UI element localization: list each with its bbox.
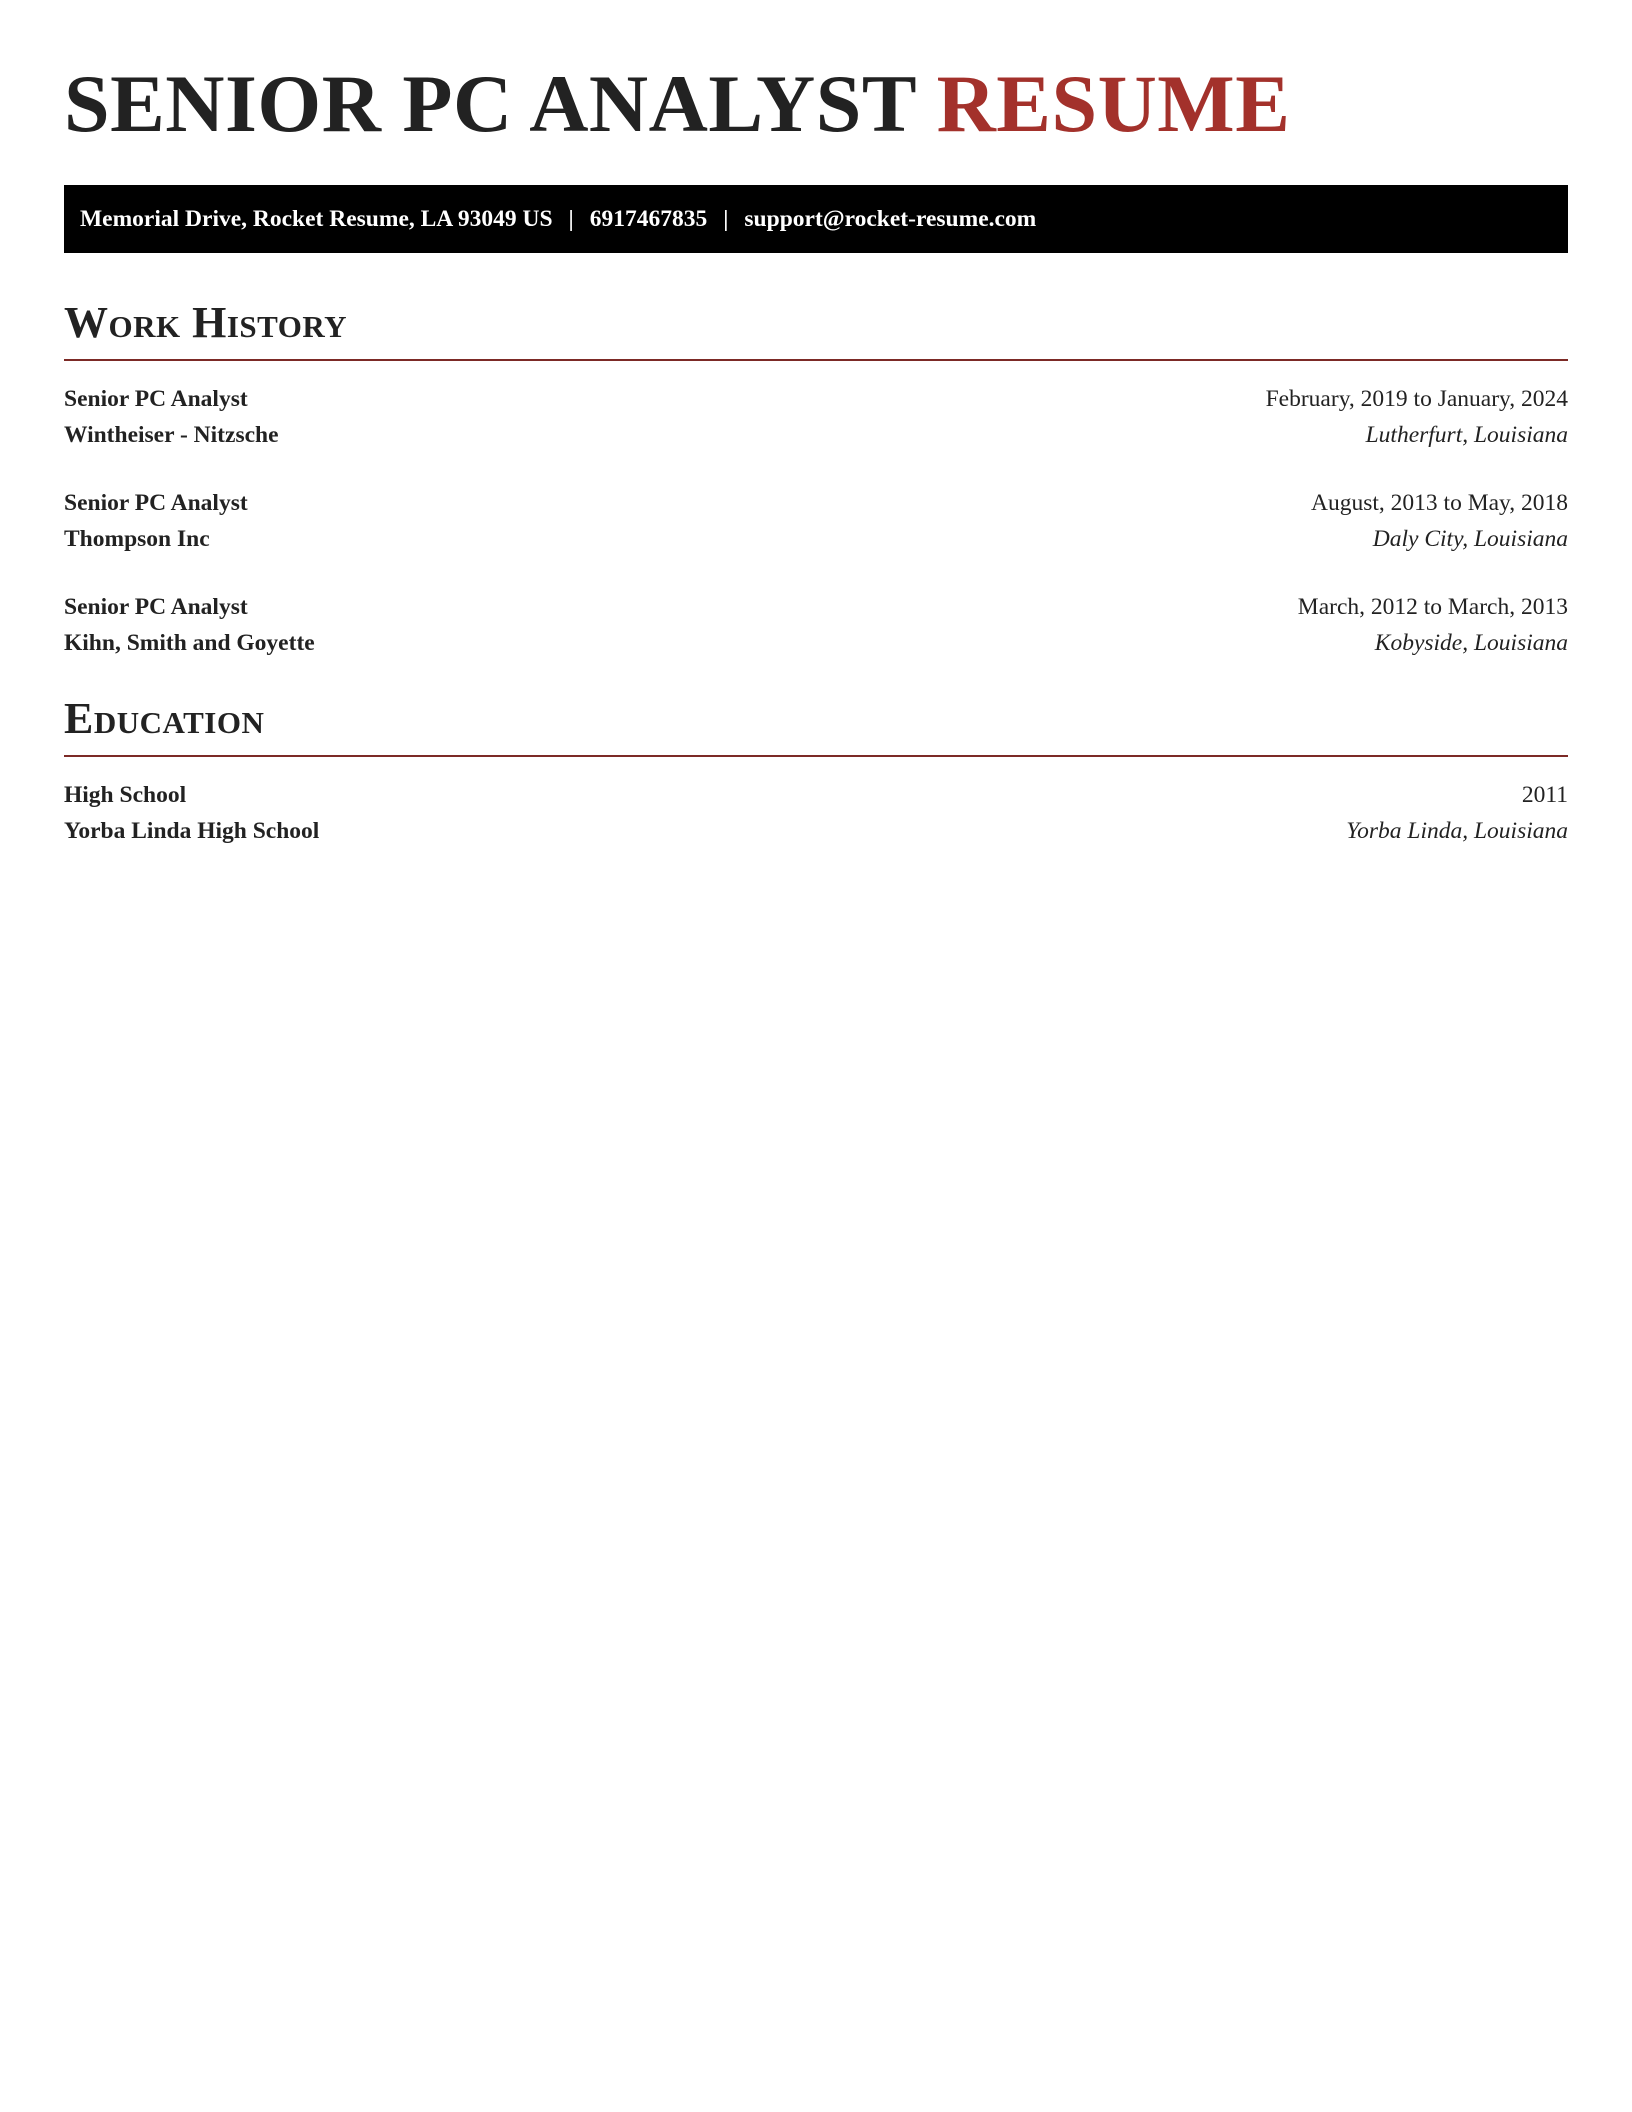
work-entry	[64, 381, 1568, 453]
contact-separator: |	[723, 205, 729, 232]
education-entry	[64, 777, 1568, 849]
job-location: Lutherfurt, Louisiana	[1365, 422, 1568, 448]
title-accent: RESUME	[936, 58, 1291, 149]
job-company: Thompson Inc	[64, 526, 210, 552]
section-divider	[64, 359, 1568, 361]
job-dates: March, 2012 to March, 2013	[1297, 594, 1568, 620]
contact-bar	[64, 185, 1568, 253]
job-company: Wintheiser - Nitzsche	[64, 422, 279, 448]
work-history-heading: Work History	[64, 298, 348, 347]
education-heading: Education	[64, 694, 265, 743]
section-divider	[64, 755, 1568, 757]
education-year: 2011	[1521, 782, 1568, 808]
education-school: Yorba Linda High School	[64, 818, 320, 844]
resume-title	[64, 0, 1568, 152]
contact-separator: |	[568, 205, 574, 232]
education-location: Yorba Linda, Louisiana	[1346, 818, 1568, 844]
job-title: Senior PC Analyst	[64, 386, 248, 412]
job-location: Kobyside, Louisiana	[1374, 630, 1568, 656]
contact-address: Memorial Drive, Rocket Resume, LA 93049 US	[80, 205, 553, 232]
education-degree: High School	[64, 782, 187, 808]
contact-phone: 6917467835	[589, 205, 708, 232]
job-company: Kihn, Smith and Goyette	[64, 630, 315, 656]
job-title: Senior PC Analyst	[64, 594, 248, 620]
job-dates: August, 2013 to May, 2018	[1311, 490, 1568, 516]
resume-page	[64, 0, 1568, 849]
contact-email: support@rocket-resume.com	[744, 205, 1037, 232]
title-main: SENIOR PC ANALYST	[64, 58, 916, 149]
work-entry	[64, 485, 1568, 557]
job-dates: February, 2019 to January, 2024	[1265, 386, 1568, 412]
job-location: Daly City, Louisiana	[1372, 526, 1568, 552]
work-entry	[64, 589, 1568, 661]
job-title: Senior PC Analyst	[64, 490, 248, 516]
